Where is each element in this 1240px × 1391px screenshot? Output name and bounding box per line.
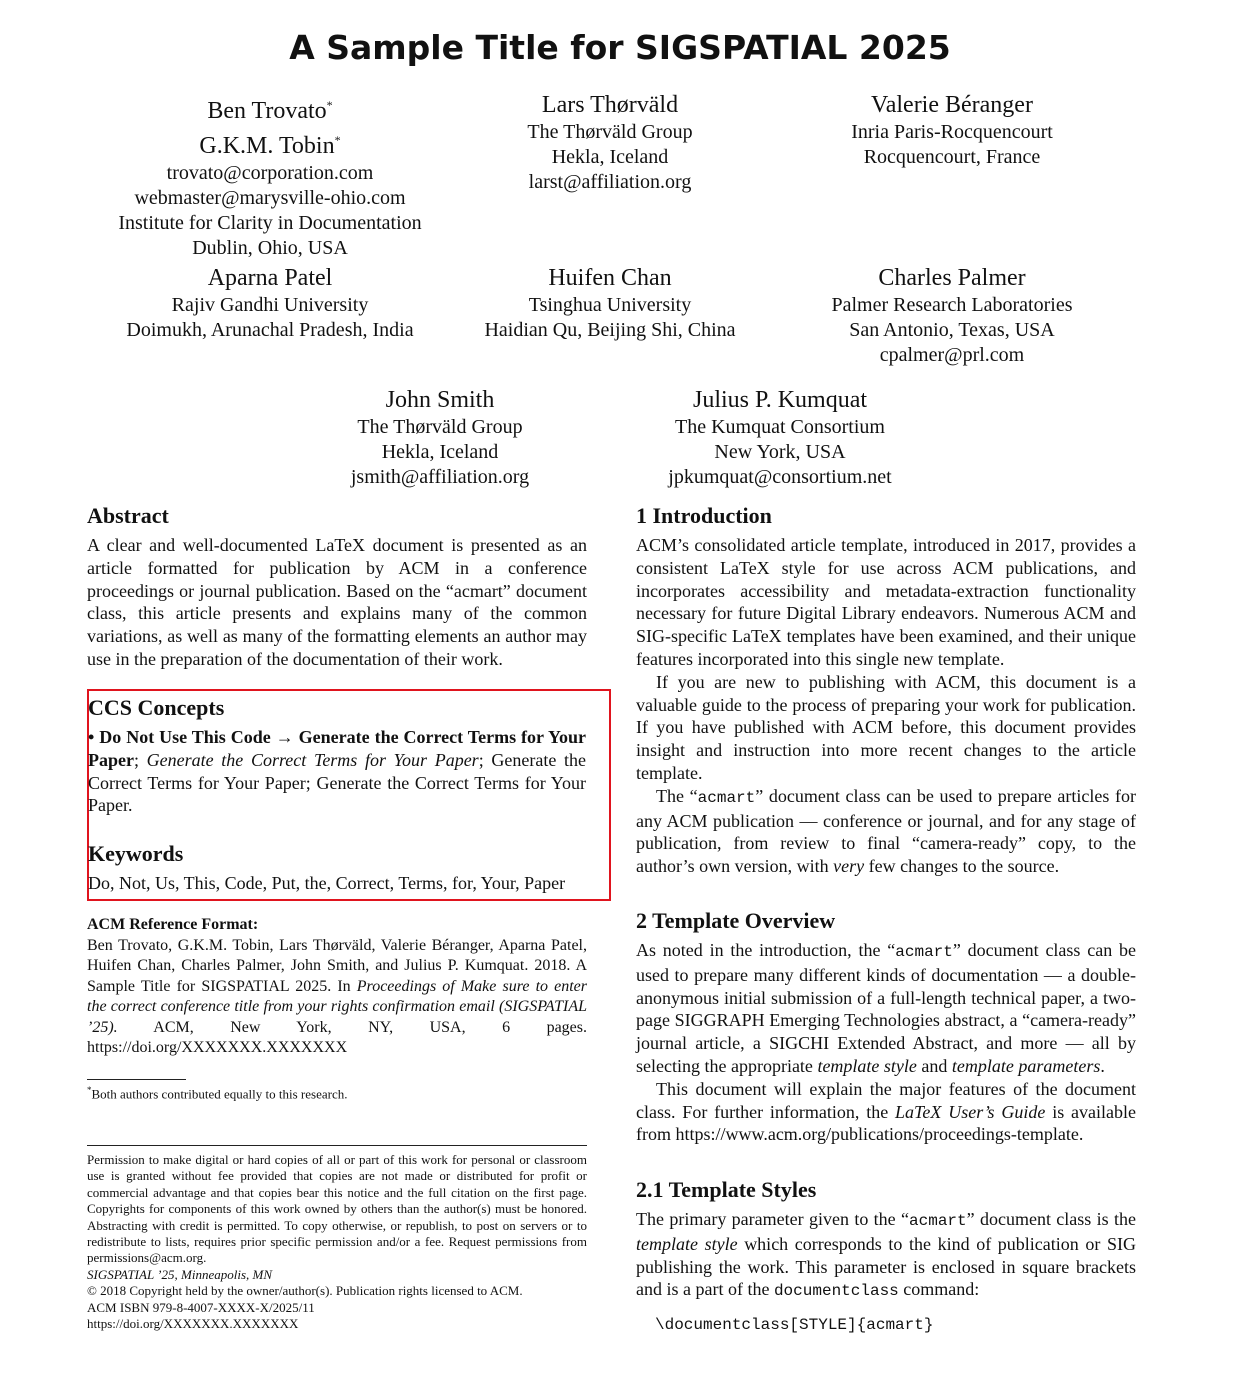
keywords-text: Do, Not, Us, This, Code, Put, the, Correct, Terms, for, Your, Paper <box>88 873 566 893</box>
keywords-section <box>88 840 586 895</box>
author-block-trovato-tobin <box>110 91 430 261</box>
author-name: Valerie Béranger <box>871 92 1033 118</box>
author-block-palmer <box>787 264 1117 368</box>
author-location: Hekla, Iceland <box>551 146 669 168</box>
intro-paragraph: The “acmart” document class can be used to prepare articles for any ACM publication — conference or journal, and for any stage of publication, from review to final “camera-ready” copy, to the author’s own version, with very few changes to the source. <box>636 785 1136 877</box>
permission-block <box>87 1152 587 1332</box>
author-block-patel <box>100 264 440 343</box>
ccs-heading: CCS Concepts <box>88 695 225 720</box>
author-email[interactable]: jpkumquat@consortium.net <box>668 466 892 488</box>
reference-text: Ben Trovato, G.K.M. Tobin, Lars Thørväld, Valerie Béranger, Aparna Patel, Huifen Chan, Charles Palmer, John Smith, and Julius P. Kumquat. 2018. A Sample Title for SIGSPATIAL 2025. In Proceedings of Make sure to enter the correct conference title from your rights confirmation email (SIGSPATIAL ’25). ACM, New York, NY, USA, 6 pages. https://doi.org/XXXXXXX.XXXXXXX <box>87 936 588 1056</box>
keywords-heading: Keywords <box>88 841 184 866</box>
documentclass-code-line: \documentclass[STYLE]{acmart} <box>655 1316 934 1334</box>
author-email[interactable]: cpalmer@prl.com <box>879 344 1025 366</box>
author-affiliation: The Thørväld Group <box>527 121 693 143</box>
permission-text: Permission to make digital or hard copies of all or part of this work for personal or classroom use is granted without fee provided that copies are not made or distributed for profit or commercial advantage and that copies bear this notice and the full citation on the first page. Copyrights for components of this work owned by others than the author(s) must be honored. Abstracting with credit is permitted. To copy otherwise, or republish, to post on servers or to redistribute to lists, requires prior specific permission and/or a fee. Request permissions from permissions@acm.org. <box>87 1152 587 1266</box>
author-block-kumquat <box>630 386 930 490</box>
author-location: Rocquencourt, France <box>863 146 1041 168</box>
acm-reference-format <box>87 915 587 1059</box>
author-name: Lars Thørväld <box>541 92 679 118</box>
author-location: New York, USA <box>714 441 846 463</box>
venue: SIGSPATIAL ’25, Minneapolis, MN <box>87 1266 273 1282</box>
intro-paragraph: If you are new to publishing with ACM, this document is a valuable guide to the process of preparing your work for publication. If you have published with ACM before, this document provides insight and instruction into more recent changes to the article template. <box>636 671 1136 783</box>
ccs-text: • Do Not Use This Code → Generate the Correct Terms for Your Paper; Generate the Correct Terms for Your Paper; Generate the Correct Terms for Your Paper; Generate the Correct Terms for Your Paper. <box>88 727 586 816</box>
author-location: San Antonio, Texas, USA <box>849 319 1055 341</box>
footnote-rule <box>87 1079 186 1080</box>
latex-logo: LaTeX <box>731 626 782 647</box>
intro-paragraph: ACM’s consolidated article template, introduced in 2017, provides a consistent LaTeX style for use across ACM publications, and incorporates accessibility and metadata-extraction functionality necessary for future Digital Library endeavors. Numerous ACM and SIG-specific LaTeX templates have been examined, and their unique features incorporated into this single new template. <box>636 535 1137 669</box>
author-name: G.K.M. Tobin* <box>199 133 341 159</box>
template-styles-section <box>636 1176 1136 1303</box>
reference-heading: ACM Reference Format: <box>87 916 259 933</box>
abstract-heading: Abstract <box>87 503 169 528</box>
overview-paragraph: This document will explain the major features of the document class. For further information, the LaTeX User’s Guide is available from https://www.acm.org/publications/proceedings-template. <box>636 1078 1136 1145</box>
template-overview-section <box>636 907 1136 1146</box>
author-affiliation: The Thørväld Group <box>357 416 523 438</box>
author-email[interactable]: jsmith@affiliation.org <box>350 466 530 488</box>
author-location: Haidian Qu, Beijing Shi, China <box>484 319 736 341</box>
styles-paragraph: The primary parameter given to the “acmart” document class is the template style which corresponds to the kind of publication or SIG publishing the work. This parameter is enclosed in square brackets and is a part of the documentclass command: <box>636 1209 1136 1301</box>
introduction-section <box>636 502 1136 878</box>
author-email[interactable]: trovato@corporation.com <box>166 162 374 184</box>
author-affiliation: Institute for Clarity in Documentation <box>118 212 422 234</box>
author-affiliation: The Kumquat Consortium <box>675 416 885 438</box>
author-name: Julius P. Kumquat <box>692 387 868 413</box>
author-location: Hekla, Iceland <box>381 441 499 463</box>
author-block-smith <box>290 386 590 490</box>
author-affiliation: Palmer Research Laboratories <box>831 294 1073 316</box>
author-affiliation: Inria Paris-Rocquencourt <box>851 121 1053 143</box>
author-block-chan <box>445 264 775 343</box>
author-name: Huifen Chan <box>548 265 672 291</box>
author-name: Charles Palmer <box>878 265 1026 291</box>
latex-logo: LaTeX <box>719 557 770 578</box>
permission-rule <box>87 1145 587 1146</box>
paper-title: A Sample Title for SIGSPATIAL 2025 <box>289 28 951 67</box>
abstract-text: A clear and well-documented LaTeX document is presented as an article formatted for publication by ACM in a conference proceedings or journal publication. Based on the “acmart” document class, this article presents and explains many of the common variations, as well as many of the formatting elements an author may use in the preparation of the documentation of their work. <box>87 535 587 669</box>
author-email[interactable]: larst@affiliation.org <box>528 171 692 193</box>
author-affiliation: Tsinghua University <box>528 294 692 316</box>
doi-link[interactable]: https://doi.org/XXXXXXX.XXXXXXX <box>87 1316 299 1332</box>
latex-logo: LaTeX <box>315 535 366 555</box>
author-block-beranger <box>792 91 1112 170</box>
intro-heading: 1 Introduction <box>636 503 772 528</box>
styles-heading: 2.1 Template Styles <box>636 1177 817 1202</box>
author-email[interactable]: webmaster@marysville-ohio.com <box>134 187 406 209</box>
overview-heading: 2 Template Overview <box>636 908 836 933</box>
author-name: Ben Trovato* <box>207 98 333 124</box>
copyright: © 2018 Copyright held by the owner/author(s). Publication rights licensed to ACM. <box>87 1283 523 1299</box>
author-block-thorvald <box>450 91 770 195</box>
author-name: Aparna Patel <box>207 265 333 291</box>
isbn: ACM ISBN 979-8-4007-XXXX-X/2025/11 <box>87 1299 315 1315</box>
author-location: Dublin, Ohio, USA <box>192 237 348 259</box>
footnote: *Both authors contributed equally to this research. <box>87 1085 348 1102</box>
abstract-section <box>87 502 587 671</box>
overview-paragraph: As noted in the introduction, the “acmart” document class can be used to prepare many different kinds of documentation — a double-anonymous initial submission of a full-length technical paper, a two-page SIGGRAPH Emerging Technologies abstract, a “camera-ready” journal article, a SIGCHI Extended Abstract, and more — all by selecting the appropriate template style and template parameters. <box>636 940 1137 1076</box>
author-location: Doimukh, Arunachal Pradesh, India <box>126 319 414 341</box>
author-affiliation: Rajiv Gandhi University <box>171 294 369 316</box>
author-name: John Smith <box>385 387 495 413</box>
ccs-section <box>88 694 586 817</box>
